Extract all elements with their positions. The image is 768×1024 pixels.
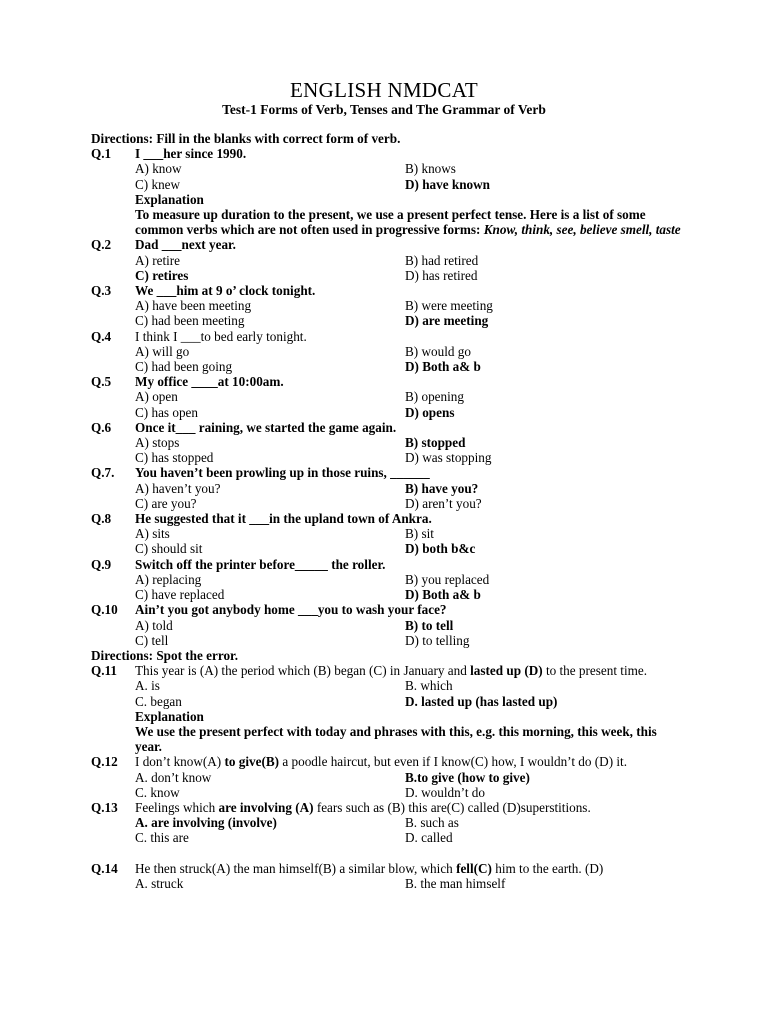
explanation-label: Explanation [135, 191, 204, 207]
option-c: C) tell [135, 632, 169, 648]
options [135, 815, 681, 845]
explanation-text: We use the present perfect with today and phrases with this, e.g. this morning, this week, this year. [135, 723, 657, 755]
option-a: A) know [135, 161, 182, 177]
explanation [135, 192, 681, 238]
option-a: A) will go [135, 343, 190, 359]
question-text: Dad ___next year. [135, 237, 236, 253]
options [135, 526, 681, 556]
option-d-correct: D) Both a& b [405, 359, 481, 375]
option-c: C) has open [135, 404, 198, 420]
question-text: We ___him at 9 o’ clock tonight. [135, 283, 316, 299]
option-d-correct: D) both b&c [405, 541, 476, 557]
option-c: C) are you? [135, 495, 197, 511]
option-d-correct: D) have known [405, 176, 491, 192]
option-c: C) has stopped [135, 450, 214, 466]
option-a: A) haven’t you? [135, 480, 221, 496]
spacer [91, 846, 681, 861]
option-c-correct: C) retires [135, 267, 189, 283]
option-a: A) replacing [135, 571, 202, 587]
question-number: Q.1 [91, 146, 112, 162]
option-b: B) knows [405, 161, 456, 177]
question-number: Q.2 [91, 237, 112, 253]
question-text: Switch off the printer before_____ the roller. [135, 556, 386, 572]
option-d: D) to telling [405, 632, 470, 648]
option-d-correct: D) are meeting [405, 313, 489, 329]
option-b-correct: B) have you? [405, 480, 479, 496]
question-text [135, 663, 681, 678]
option-c: C) should sit [135, 541, 203, 557]
question-8 [91, 511, 681, 526]
question-text-post: a poodle haircut, but even if I know(C) how, I wouldn’t do (D) it. [279, 754, 628, 770]
option-c: C) had been meeting [135, 313, 245, 329]
explanation [135, 709, 681, 755]
question-text-pre: He then struck(A) the man himself(B) a similar blow, which [135, 860, 457, 876]
question-text: Once it___ raining, we started the game again. [135, 419, 397, 435]
option-b: B) had retired [405, 252, 479, 268]
explanation-italic: Know, think, see, believe smell, taste [483, 222, 681, 238]
question-text-pre: Feelings which [135, 799, 219, 815]
question-number: Q.6 [91, 419, 112, 435]
error-part: are involving (A) [218, 799, 314, 815]
question-7 [91, 465, 681, 480]
question-number: Q.14 [91, 860, 118, 876]
question-text: My office ____at 10:00am. [135, 374, 284, 390]
question-10 [91, 602, 681, 617]
option-d-correct: D) opens [405, 404, 455, 420]
question-number: Q.8 [91, 511, 112, 527]
option-a: A) stops [135, 435, 180, 451]
page-subtitle: Test-1 Forms of Verb, Tenses and The Grammar of Verb [222, 102, 546, 117]
question-6 [91, 420, 681, 435]
option-a: A. struck [135, 875, 184, 891]
options [135, 770, 681, 800]
option-c: C. began [135, 693, 182, 709]
question-text [135, 754, 681, 769]
content [91, 131, 681, 891]
question-number: Q.7. [91, 465, 115, 481]
question-13 [91, 800, 681, 815]
question-text [135, 800, 681, 815]
option-a: A. don’t know [135, 769, 212, 785]
option-b: B) were meeting [405, 298, 493, 314]
option-b: B) would go [405, 343, 471, 359]
option-d: D. called [405, 830, 453, 846]
question-number: Q.13 [91, 799, 118, 815]
option-b: B) sit [405, 526, 434, 542]
option-b-correct: B.to give (how to give) [405, 769, 530, 785]
options [135, 298, 681, 328]
question-text: I think I ___to bed early tonight. [135, 328, 307, 344]
error-part: to give(B) [224, 754, 280, 770]
option-b: B) opening [405, 389, 464, 405]
error-part: fell(C) [456, 860, 492, 876]
question-11 [91, 663, 681, 678]
question-text: You haven’t been prowling up in those ruins, ______ [135, 465, 430, 481]
question-text [135, 861, 681, 876]
option-a: A) have been meeting [135, 298, 252, 314]
option-a: A) sits [135, 526, 170, 542]
option-b: B. the man himself [405, 875, 506, 891]
page-title: ENGLISH NMDCAT [290, 78, 478, 102]
question-number: Q.3 [91, 283, 112, 299]
directions-spot-error: Directions: Spot the error. [91, 647, 238, 663]
options [135, 389, 681, 419]
explanation-label: Explanation [135, 708, 204, 724]
question-text-post: to the present time. [542, 663, 648, 679]
options [135, 161, 681, 191]
option-b: B) you replaced [405, 571, 490, 587]
question-number: Q.5 [91, 374, 112, 390]
option-d: D) has retired [405, 267, 478, 283]
question-text-pre: This year is (A) the period which (B) began (C) in January and [135, 663, 471, 679]
error-part: lasted up (D) [470, 663, 543, 679]
question-5 [91, 374, 681, 389]
option-c: C. this are [135, 830, 189, 846]
option-c: C) had been going [135, 359, 233, 375]
option-d-correct: D. lasted up (has lasted up) [405, 693, 558, 709]
question-4 [91, 329, 681, 344]
question-text-pre: I don’t know(A) [135, 754, 225, 770]
question-text-post: fears such as (B) this are(C) called (D)superstitions. [313, 799, 591, 815]
options [135, 435, 681, 465]
option-d: D) aren’t you? [405, 495, 482, 511]
explanation-text [135, 207, 681, 237]
options [135, 876, 681, 891]
option-c: C. know [135, 784, 180, 800]
option-d: D. wouldn’t do [405, 784, 485, 800]
question-text: Ain’t you got anybody home ___you to wash your face? [135, 602, 447, 618]
question-number: Q.9 [91, 556, 112, 572]
option-a: A) told [135, 617, 173, 633]
question-number: Q.11 [91, 663, 118, 679]
option-a: A) retire [135, 252, 181, 268]
option-a: A) open [135, 389, 178, 405]
options [135, 618, 681, 648]
options [135, 678, 681, 708]
option-a-correct: A. are involving (involve) [135, 815, 277, 831]
option-d-correct: D) Both a& b [405, 587, 481, 603]
option-d: D) was stopping [405, 450, 492, 466]
question-1 [91, 146, 681, 161]
question-text-post: him to the earth. (D) [491, 860, 604, 876]
question-number: Q.10 [91, 602, 118, 618]
option-b-correct: B) to tell [405, 617, 454, 633]
option-b-correct: B) stopped [405, 435, 466, 451]
question-14 [91, 861, 681, 876]
question-text: I ___her since 1990. [135, 146, 247, 162]
question-2 [91, 237, 681, 252]
question-number: Q.12 [91, 754, 118, 770]
option-b: B. such as [405, 815, 459, 831]
option-a: A. is [135, 678, 160, 694]
explanation-body: To measure up duration to the present, we use a present perfect tense. Here is a list of some common verbs which are not often used in progressive forms: [135, 207, 646, 238]
options [135, 253, 681, 283]
question-9 [91, 557, 681, 572]
option-c: C) knew [135, 176, 181, 192]
options [135, 572, 681, 602]
option-b: B. which [405, 678, 453, 694]
question-number: Q.4 [91, 328, 112, 344]
options [135, 344, 681, 374]
question-3 [91, 283, 681, 298]
options [135, 481, 681, 511]
question-12 [91, 754, 681, 769]
question-text: He suggested that it ___in the upland town of Ankra. [135, 511, 432, 527]
option-c: C) have replaced [135, 587, 225, 603]
directions-fill-blanks: Directions: Fill in the blanks with correct form of verb. [91, 131, 401, 146]
